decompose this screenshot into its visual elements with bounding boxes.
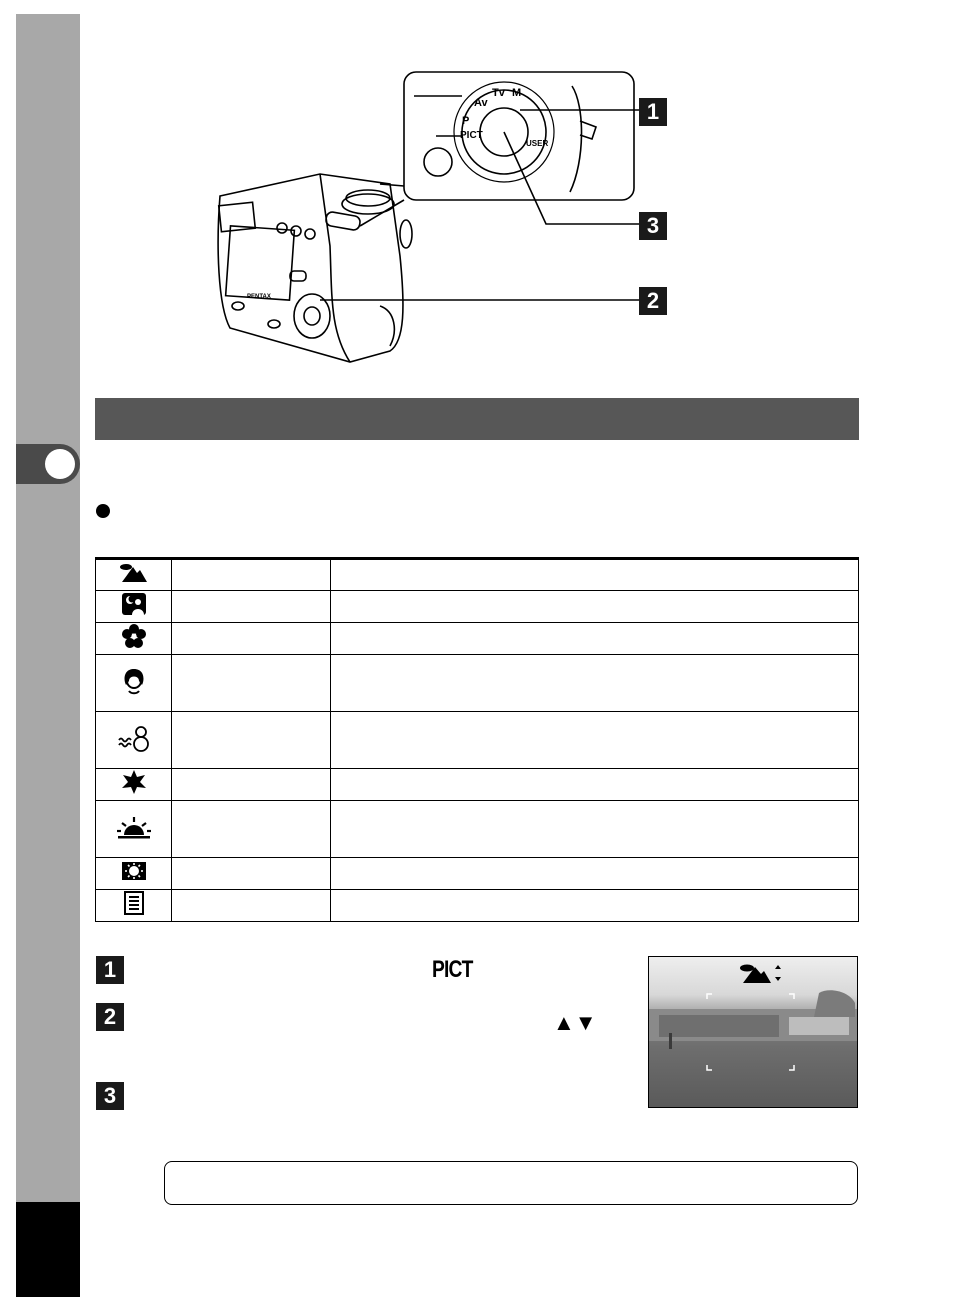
table-row [96, 801, 859, 858]
bullet-icon [96, 504, 110, 518]
svg-text:USER: USER [526, 139, 549, 148]
landscape-icon [96, 559, 172, 591]
svg-text:Tv: Tv [492, 87, 505, 99]
pict-label: PICT [432, 956, 473, 983]
portrait-icon [96, 655, 172, 712]
mode-description [331, 858, 859, 890]
sunset-icon [96, 801, 172, 858]
step-number-2: 2 [96, 1003, 124, 1031]
table-row [96, 623, 859, 655]
mode-name [172, 858, 331, 890]
note-box [164, 1161, 858, 1205]
mode-description [331, 890, 859, 922]
callout-1: 1 [639, 98, 667, 126]
night-scene-icon [96, 591, 172, 623]
table-row [96, 655, 859, 712]
lcd-preview [648, 956, 858, 1108]
mode-name [172, 801, 331, 858]
mode-name [172, 655, 331, 712]
callout-2: 2 [639, 287, 667, 315]
mode-description [331, 623, 859, 655]
camera-illustration [200, 66, 680, 366]
table-row [96, 890, 859, 922]
svg-text:P: P [462, 115, 470, 127]
table-row [96, 591, 859, 623]
autumn-colors-icon [96, 769, 172, 801]
mode-name [172, 623, 331, 655]
step-number-3: 3 [96, 1082, 124, 1110]
mode-name [172, 591, 331, 623]
sidebar-gray-band [16, 14, 80, 1202]
mode-description [331, 591, 859, 623]
mode-name [172, 890, 331, 922]
svg-text:M: M [512, 87, 522, 99]
table-row [96, 712, 859, 769]
mode-description [331, 559, 859, 591]
mode-description [331, 712, 859, 769]
flower-icon [96, 623, 172, 655]
mode-name [172, 712, 331, 769]
landscape-icon [740, 965, 781, 984]
svg-text:Av: Av [474, 97, 488, 109]
sidebar-black-block [16, 1202, 80, 1297]
step-number-1: 1 [96, 956, 124, 984]
mode-description [331, 769, 859, 801]
chapter-tab-circle [45, 449, 75, 479]
callout-3: 3 [639, 212, 667, 240]
up-down-icon: ▲▼ [553, 1010, 597, 1035]
table-row [96, 858, 859, 890]
surf-snow-icon [96, 712, 172, 769]
text-icon [96, 890, 172, 922]
backlight-icon [96, 858, 172, 890]
table-row [96, 559, 859, 591]
section-title-bar [95, 398, 859, 440]
table-row [96, 769, 859, 801]
mode-description [331, 655, 859, 712]
svg-text:PICT: PICT [460, 130, 483, 141]
brand-label: PENTAX [247, 294, 271, 300]
mode-description [331, 801, 859, 858]
mode-name [172, 559, 331, 591]
mode-name [172, 769, 331, 801]
picture-mode-table [95, 557, 859, 922]
